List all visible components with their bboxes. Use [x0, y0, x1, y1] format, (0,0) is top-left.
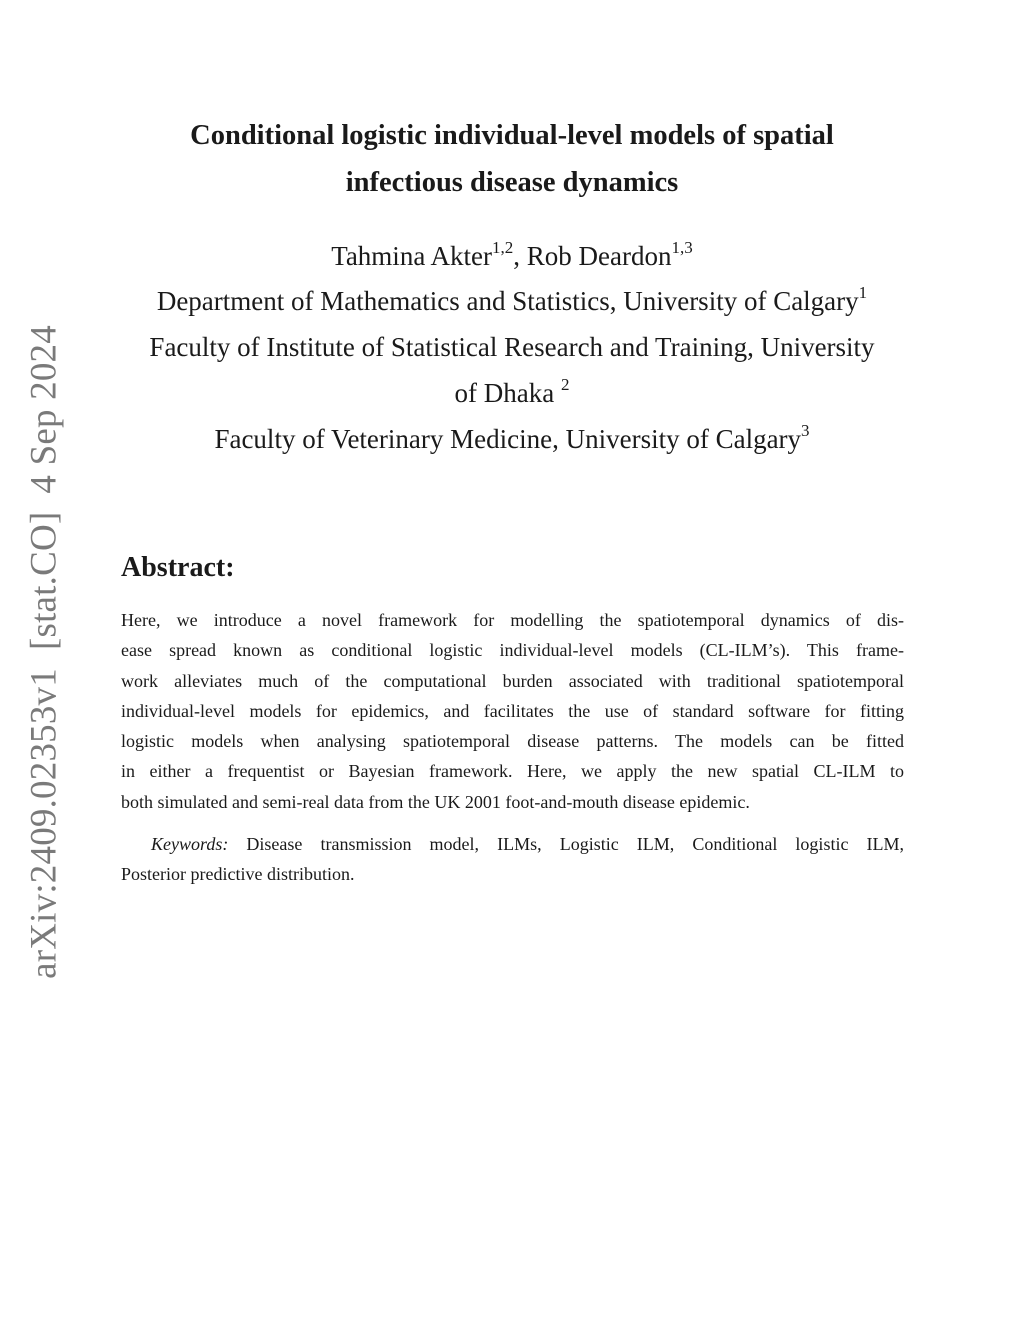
abstract-line: ease spread known as conditional logistic individual-level models (CL-ILM’s). This frame- — [121, 640, 904, 661]
author-1-affiliation: 1,2 — [492, 238, 514, 257]
title-line-2: infectious disease dynamics — [345, 167, 679, 198]
affiliation-2-line-2: of Dhaka — [454, 378, 561, 408]
affiliation-1-mark: 1 — [858, 283, 868, 302]
keywords-label: Keywords: — [151, 834, 229, 854]
author-2-name: Rob Deardon — [526, 241, 672, 271]
author-list — [112, 233, 912, 279]
keywords-text-1: Disease transmission model, ILMs, Logistic ILM, Conditional logistic ILM, — [246, 834, 905, 854]
abstract-line: Here, we introduce a novel framework for modelling the spatiotemporal dynamics of dis- — [121, 610, 904, 630]
affiliation-1-text: Department of Mathematics and Statistics, University of Calgary — [156, 286, 859, 316]
abstract-line: both simulated and semi-real data from the UK 2001 foot-and-mouth disease epidemic. — [121, 791, 750, 812]
arxiv-side-stamp — [23, 325, 66, 979]
affiliation-2-mark: 2 — [560, 375, 570, 394]
abstract-heading: Abstract: — [121, 552, 235, 583]
keywords — [121, 829, 904, 890]
abstract-line: work alleviates much of the computational burden associated with traditional spatiotemporal — [121, 670, 904, 691]
abstract-line: logistic models when analysing spatiotemporal disease patterns. The models can be fitted — [121, 731, 904, 752]
keywords-text-2: Posterior predictive distribution. — [121, 864, 355, 885]
affiliation-3-mark: 3 — [801, 421, 810, 440]
author-2-affiliation: 1,3 — [671, 238, 693, 257]
abstract-body — [121, 605, 904, 817]
paper-title — [112, 112, 912, 206]
title-line-1: Conditional logistic individual-level models of spatial — [190, 120, 834, 151]
affiliation-2-line-1: Faculty of Institute of Statistical Research and Training, University — [149, 332, 875, 362]
arxiv-id: arXiv:2409.02353v1 — [23, 668, 65, 979]
affiliation-3-text: Faculty of Veterinary Medicine, University of Calgary — [214, 424, 802, 454]
author-separator: , — [513, 241, 527, 271]
affiliation-2 — [112, 324, 912, 416]
author-1-name: Tahmina Akter — [331, 241, 493, 271]
arxiv-date: 4 Sep 2024 — [23, 325, 65, 494]
keywords-line-1 — [121, 829, 904, 859]
abstract-line: in either a frequentist or Bayesian framework. Here, we apply the new spatial CL-ILM to — [121, 761, 904, 782]
affiliation-1 — [112, 278, 912, 324]
affiliation-3 — [112, 416, 912, 462]
arxiv-category: [stat.CO] — [23, 511, 65, 651]
abstract-line: individual-level models for epidemics, and facilitates the use of standard software for fitting — [121, 700, 904, 721]
